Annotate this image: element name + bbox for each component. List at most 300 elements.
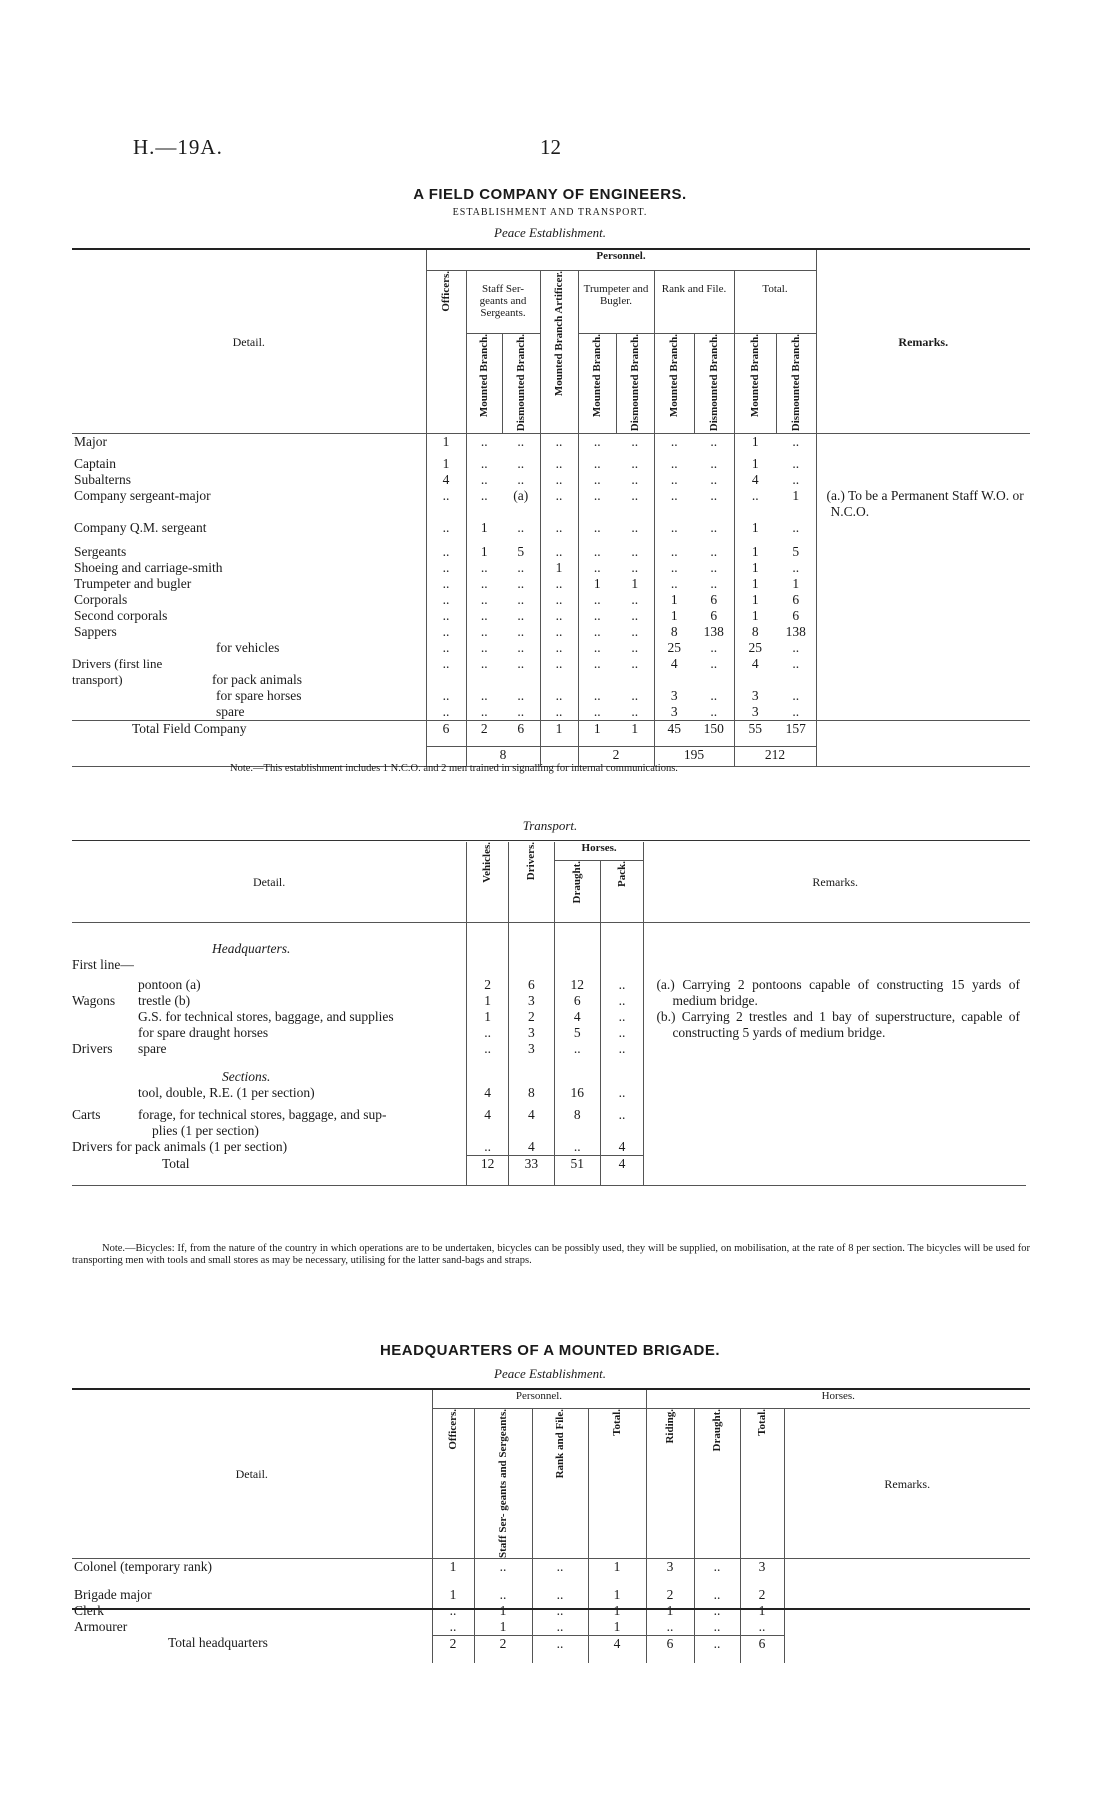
table-cell: ..	[426, 608, 466, 624]
table-cell: ..	[600, 1025, 644, 1041]
table-cell: 12	[554, 977, 600, 993]
table-cell: ..	[540, 488, 578, 520]
row-label	[72, 688, 426, 704]
field-company-subtitle: ESTABLISHMENT AND TRANSPORT.	[452, 207, 648, 218]
table-row	[72, 1619, 1030, 1636]
table-cell: ..	[694, 1587, 740, 1603]
table-cell: ..	[616, 656, 654, 688]
row-label-text: plies (1 per section)	[152, 1123, 259, 1138]
table-cell: ..	[502, 560, 540, 576]
row-group-label: Drivers	[72, 1041, 113, 1056]
b-col-draught: Draught.	[710, 1409, 723, 1452]
table-cell: 1	[616, 720, 654, 746]
table-cell: ..	[694, 640, 734, 656]
table-cell: 3	[509, 1041, 555, 1057]
row-label	[72, 977, 467, 993]
col-draught: Draught.	[570, 861, 583, 904]
row-label-text: for vehicles	[216, 639, 280, 655]
table-cell: 5	[792, 543, 800, 559]
table-cell: ..	[792, 703, 800, 719]
table-cell: 4	[751, 471, 759, 487]
table-cell: 1	[593, 575, 601, 591]
row-group-label: Wagons	[72, 993, 116, 1008]
table-cell: ..	[694, 488, 734, 520]
table-cell: 8	[751, 623, 759, 639]
table-cell: ..	[540, 434, 578, 456]
table-cell	[509, 1123, 555, 1139]
table-cell: 5	[502, 544, 540, 560]
table-cell: ..	[474, 1587, 532, 1603]
table-cell: ..	[480, 559, 488, 575]
table-row	[72, 544, 1030, 560]
table-row	[72, 520, 1030, 544]
table-cell: ..	[694, 1603, 740, 1619]
table-cell: ..	[694, 544, 734, 560]
brigade-detail-header: Detail.	[72, 1390, 432, 1559]
row-label	[72, 704, 426, 721]
table-cell: 138	[785, 623, 806, 639]
row-label-text: Shoeing and carriage-smith	[74, 559, 223, 575]
table-cell: 4	[467, 1107, 509, 1123]
section-row	[72, 923, 1030, 958]
row-label	[72, 1041, 467, 1057]
col-trump-dismounted: Dismounted Branch.	[628, 334, 641, 432]
table-cell: ..	[502, 456, 540, 472]
row-label	[72, 456, 426, 472]
table-row	[72, 624, 1030, 640]
table-cell: ..	[694, 704, 734, 721]
table-cell: ..	[532, 1619, 588, 1636]
table-cell: ..	[694, 456, 734, 472]
table-cell: ..	[426, 544, 466, 560]
table-cell: 1	[540, 720, 578, 746]
table-cell: ..	[502, 688, 540, 704]
table-cell: 6	[792, 591, 800, 607]
table-row	[72, 592, 1030, 608]
table-cell: ..	[480, 607, 488, 623]
table-cell: 6	[426, 720, 466, 746]
table-cell: 1	[588, 1603, 646, 1619]
table-cell: 150	[694, 720, 734, 746]
table-cell: 1	[792, 487, 800, 503]
table-cell: ..	[670, 519, 678, 535]
row-label-text: Clerk	[72, 1603, 432, 1619]
table-cell: ..	[480, 655, 488, 671]
row-label-text: Major	[74, 434, 107, 449]
row-label	[72, 1107, 467, 1123]
b-col-rank: Rank and File.	[553, 1409, 566, 1479]
table-row	[72, 608, 1030, 624]
brigade-horses-header: Horses.	[646, 1390, 1030, 1409]
page-reference: H.—19A.	[133, 135, 223, 159]
table-cell: 4	[554, 1009, 600, 1025]
table-cell: 1	[474, 1619, 532, 1636]
table-cell: ..	[616, 688, 654, 704]
table-cell: ..	[694, 1619, 740, 1636]
row-label-text: Company Q.M. sergeant	[74, 519, 207, 535]
table-cell: ..	[502, 472, 540, 488]
row-label-text: Subalterns	[74, 471, 131, 487]
group-rank: Rank and File.	[654, 271, 734, 334]
brigade-table	[72, 1390, 1030, 1663]
table-cell: 1	[467, 1009, 509, 1025]
row-group-label: Drivers (first line transport)	[72, 655, 163, 687]
table-cell: ..	[670, 487, 678, 503]
table-cell: ..	[426, 592, 466, 608]
table-cell: 1	[616, 576, 654, 592]
table-cell: 33	[509, 1156, 555, 1186]
table-cell	[467, 1123, 509, 1139]
col-total-mounted: Mounted Branch.	[748, 334, 761, 418]
row-label	[72, 1085, 467, 1107]
row-label	[72, 544, 426, 560]
table-cell: ..	[480, 471, 488, 487]
table-cell: ..	[694, 434, 734, 456]
table-cell: ..	[426, 656, 466, 688]
row-label-text: Sappers	[74, 623, 117, 639]
table-cell: 1	[751, 575, 759, 591]
subtotal-cell: 2	[578, 746, 654, 766]
table-cell: ..	[480, 591, 488, 607]
brigade-section: Peace Establishment.	[494, 1366, 606, 1381]
table-cell: 1	[588, 1559, 646, 1587]
table-row	[72, 656, 1030, 688]
table-row	[72, 977, 1030, 993]
col-drivers: Drivers.	[524, 842, 537, 881]
table-cell: 1	[670, 591, 678, 607]
field-company-table	[72, 250, 1030, 767]
table-cell: ..	[540, 592, 578, 608]
table-cell: 4	[426, 472, 466, 488]
table-cell: 6	[509, 977, 555, 993]
table-cell: ..	[540, 576, 578, 592]
table-row	[72, 1587, 1030, 1603]
table-cell: ..	[474, 1559, 532, 1587]
table-row	[72, 434, 1030, 456]
row-group-label: Carts	[72, 1107, 101, 1122]
table-cell: ..	[502, 704, 540, 721]
remark-cell: (b.) Carrying 2 trestles and 1 bay of superstructure, capable of constructing 5 yards of medium bridge.	[656, 1009, 1020, 1040]
row-label	[72, 488, 426, 520]
table-cell: ..	[480, 703, 488, 719]
table-cell: 1	[670, 607, 678, 623]
table-cell: ..	[502, 608, 540, 624]
table-cell: 2	[480, 720, 488, 736]
table-cell: 1	[474, 1603, 532, 1619]
table-row	[72, 560, 1030, 576]
table-cell: 1	[467, 993, 509, 1009]
table-cell: ..	[616, 608, 654, 624]
row-label-text: trestle (b)	[138, 993, 191, 1008]
table-cell: 4	[600, 1156, 644, 1186]
table-row	[72, 456, 1030, 472]
row-label-text: Brigade major	[72, 1587, 432, 1603]
brigade-personnel-header: Personnel.	[432, 1390, 646, 1409]
table-cell: ..	[502, 624, 540, 640]
remark-cell	[816, 624, 1030, 640]
table-cell: ..	[480, 434, 488, 449]
table-cell: ..	[792, 687, 800, 703]
table-cell: ..	[616, 456, 654, 472]
table-cell: 157	[785, 720, 806, 736]
table-cell: 1	[480, 543, 488, 559]
table-cell: ..	[740, 1619, 784, 1636]
table-cell: ..	[532, 1559, 588, 1587]
group-staff: Staff Ser- geants and Sergeants.	[466, 271, 540, 334]
col-trump-mounted: Mounted Branch.	[590, 334, 603, 418]
section-label: Headquarters.	[72, 923, 467, 958]
personnel-header: Personnel.	[426, 250, 816, 271]
col-staff-mounted: Mounted Branch.	[477, 334, 490, 418]
table-cell: ..	[694, 1635, 740, 1663]
table-cell: ..	[600, 993, 644, 1009]
table-cell: ..	[792, 434, 800, 449]
row-label	[72, 1139, 467, 1156]
table-cell: ..	[467, 1025, 509, 1041]
row-label-text: Colonel (temporary rank)	[72, 1559, 432, 1587]
table-cell: 1	[432, 1587, 474, 1603]
transport-section: Transport.	[522, 818, 578, 833]
table-cell: ..	[502, 434, 540, 456]
table-cell: ..	[616, 640, 654, 656]
b-col-staff: Staff Ser- geants and Sergeants.	[496, 1409, 509, 1558]
remark-cell: (a.) To be a Permanent Staff W.O. or N.C.O.	[816, 488, 1030, 520]
table-cell: 1	[751, 519, 759, 535]
row-label-text: Company sergeant-major	[74, 487, 211, 503]
table-row	[72, 488, 1030, 520]
brigade-remarks-header: Remarks.	[784, 1409, 1030, 1559]
remark-cell	[816, 520, 1030, 544]
table-cell: ..	[792, 559, 800, 575]
total-row	[72, 1635, 1030, 1663]
row-label	[72, 592, 426, 608]
horses-header: Horses.	[554, 842, 644, 861]
table-cell: 6	[502, 720, 540, 746]
table-cell: ..	[502, 656, 540, 688]
table-cell: 45	[667, 720, 681, 736]
section-label: First line—	[72, 957, 467, 977]
table-cell: 4	[509, 1107, 555, 1123]
table-cell: ..	[480, 623, 488, 639]
table-cell: ..	[426, 576, 466, 592]
table-cell: ..	[593, 607, 601, 623]
table-cell: 8	[554, 1107, 600, 1123]
table-cell: 4	[751, 655, 759, 671]
table-cell: 6	[740, 1635, 784, 1663]
table-cell: 1	[540, 560, 578, 576]
table-cell: ..	[751, 487, 759, 503]
col-staff-dismounted: Dismounted Branch.	[514, 334, 527, 432]
table-cell: ..	[502, 592, 540, 608]
remark-cell	[816, 544, 1030, 560]
table-cell	[554, 1123, 600, 1139]
table-cell: ..	[467, 1139, 509, 1156]
table-cell: 2	[740, 1587, 784, 1603]
row-label	[72, 520, 426, 544]
table-cell: ..	[540, 704, 578, 721]
table-cell: ..	[432, 1603, 474, 1619]
row-label-text: for spare horses	[216, 687, 302, 703]
group-trumpeter: Trumpeter and Bugler.	[578, 271, 654, 334]
table-cell: ..	[593, 543, 601, 559]
table-cell: ..	[432, 1619, 474, 1636]
table-cell: 1	[751, 455, 759, 471]
table-cell: ..	[616, 520, 654, 544]
remark-cell	[816, 640, 1030, 656]
row-label-text: Total	[72, 1156, 467, 1186]
remark-cell	[816, 576, 1030, 592]
field-company-title: A FIELD COMPANY OF ENGINEERS.	[413, 186, 687, 203]
table-cell: 12	[467, 1156, 509, 1186]
table-cell: ..	[426, 488, 466, 520]
remark-cell	[816, 720, 1030, 746]
remark-cell	[816, 434, 1030, 456]
remark-cell	[816, 656, 1030, 688]
transport-note: Note.—Bicycles: If, from the nature of the country in which operations are to be undertaken, bicycles can be possibly used, they will be supplied, on mobilisation, at the rate of 8 per section. The bicycles will be used for transporting men with tools and small stores as may be necessary, utilising for the latter sand-bags and straps.	[72, 1243, 1030, 1266]
table-cell: ..	[792, 471, 800, 487]
remark-cell	[816, 608, 1030, 624]
table-cell: ..	[593, 559, 601, 575]
row-label-text: Armourer	[72, 1619, 432, 1636]
col-rank-dismounted: Dismounted Branch.	[707, 334, 720, 432]
row-label	[72, 720, 426, 746]
table-cell: 138	[694, 624, 734, 640]
table-cell: 1	[432, 1559, 474, 1587]
row-label-text: spare	[216, 703, 245, 719]
table-cell: ..	[532, 1603, 588, 1619]
table-cell: ..	[646, 1619, 694, 1636]
table-cell: 4	[670, 655, 678, 671]
table-cell: ..	[540, 544, 578, 560]
field-company-note: Note.—This establishment includes 1 N.C.O. and 2 men trained in signalling for internal communications.	[230, 763, 678, 774]
table-cell: ..	[694, 520, 734, 544]
table-cell: ..	[502, 520, 540, 544]
table-cell: 6	[646, 1635, 694, 1663]
table-cell: 55	[748, 720, 762, 736]
table-cell: ..	[540, 608, 578, 624]
brigade-title: HEADQUARTERS OF A MOUNTED BRIGADE.	[379, 1342, 721, 1359]
remark-cell	[816, 472, 1030, 488]
transport-remarks-header: Remarks.	[812, 875, 859, 889]
table-cell: ..	[426, 704, 466, 721]
row-label-text: Second corporals	[74, 607, 168, 623]
table-cell: 5	[554, 1025, 600, 1041]
table-cell: ..	[670, 575, 678, 591]
table-cell: ..	[426, 688, 466, 704]
table-cell: ..	[426, 640, 466, 656]
table-cell: ..	[593, 655, 601, 671]
table-cell: 1	[751, 559, 759, 575]
table-row	[72, 704, 1030, 721]
table-cell: 1	[588, 1619, 646, 1636]
table-cell: ..	[426, 624, 466, 640]
table-cell: 2	[474, 1635, 532, 1663]
table-cell: ..	[694, 1559, 740, 1587]
table-cell: 25	[748, 639, 762, 655]
table-cell: ..	[593, 471, 601, 487]
table-cell: ..	[616, 704, 654, 721]
table-cell: ..	[600, 1009, 644, 1025]
table-cell: 3	[646, 1559, 694, 1587]
table-cell: (a)	[502, 488, 540, 520]
b-col-htotal: Total.	[755, 1409, 768, 1436]
table-cell: 1	[792, 575, 800, 591]
table-cell: ..	[467, 1041, 509, 1057]
table-cell: ..	[426, 560, 466, 576]
table-cell: ..	[792, 519, 800, 535]
row-label-text: tool, double, R.E. (1 per section)	[138, 1085, 315, 1100]
table-cell: ..	[694, 656, 734, 688]
table-cell: ..	[616, 544, 654, 560]
table-cell: 25	[667, 639, 681, 655]
table-cell: ..	[616, 592, 654, 608]
row-label-text: Trumpeter and bugler	[74, 575, 192, 591]
table-cell: ..	[532, 1587, 588, 1603]
section-row	[72, 957, 1030, 977]
table-cell: ..	[670, 559, 678, 575]
table-cell: ..	[502, 640, 540, 656]
table-cell: ..	[593, 519, 601, 535]
row-label-text: G.S. for technical stores, baggage, and supplies	[138, 1009, 394, 1024]
row-label-text: for spare draught horses	[138, 1025, 269, 1040]
table-cell: ..	[600, 1041, 644, 1057]
table-cell: ..	[532, 1635, 588, 1663]
remark-cell	[816, 688, 1030, 704]
remark-cell	[816, 704, 1030, 721]
table-cell: 1	[646, 1603, 694, 1619]
table-cell: 1	[593, 720, 601, 736]
table-cell: 4	[600, 1139, 644, 1156]
table-cell: 16	[554, 1085, 600, 1107]
table-cell: ..	[694, 576, 734, 592]
table-cell: 2	[646, 1587, 694, 1603]
table-cell: 3	[740, 1559, 784, 1587]
table-row	[72, 1603, 1030, 1619]
row-label-text: spare	[138, 1041, 167, 1056]
row-label-text: Corporals	[74, 591, 128, 607]
remark-cell	[816, 560, 1030, 576]
table-cell: ..	[480, 639, 488, 655]
table-cell: ..	[593, 623, 601, 639]
table-row	[72, 1009, 1030, 1025]
row-label	[72, 1009, 467, 1025]
row-label	[72, 560, 426, 576]
row-label-text: pontoon (a)	[138, 977, 201, 992]
table-cell: 1	[740, 1603, 784, 1619]
table-cell: ..	[792, 655, 800, 671]
table-cell: 1	[426, 434, 466, 456]
row-label	[72, 576, 426, 592]
col-pack: Pack.	[615, 861, 628, 887]
table-cell: ..	[540, 472, 578, 488]
table-cell: 3	[509, 1025, 555, 1041]
row-label	[72, 640, 426, 656]
table-cell: 1	[751, 607, 759, 623]
detail-header: Detail.	[72, 250, 426, 434]
transport-table	[72, 842, 1030, 1192]
b-col-total: Total.	[610, 1409, 623, 1436]
table-row	[72, 1559, 1030, 1587]
table-cell: 6	[694, 592, 734, 608]
table-cell: ..	[616, 472, 654, 488]
transport-detail-header: Detail.	[72, 842, 467, 923]
table-cell: ..	[540, 640, 578, 656]
subtotal-cell: 195	[654, 746, 734, 766]
table-cell: ..	[616, 560, 654, 576]
table-cell: ..	[600, 977, 644, 993]
table-cell: ..	[540, 656, 578, 688]
table-cell: 3	[751, 687, 759, 703]
